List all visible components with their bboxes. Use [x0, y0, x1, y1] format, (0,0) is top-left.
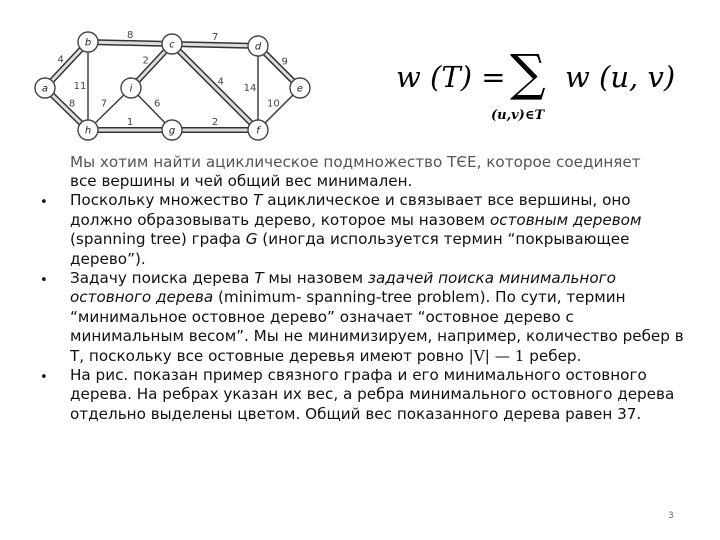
text-fragment: Т	[254, 269, 264, 288]
vertex-label-i: i	[129, 83, 133, 95]
slide-body	[40, 153, 690, 424]
vertex-label-h: h	[84, 125, 92, 137]
text-fragment: мы назовем	[263, 269, 368, 288]
formula-subscript: (u,v)∈T	[491, 108, 545, 123]
vertex-label-a: a	[41, 83, 49, 95]
edge-weight-c-f: 4	[217, 76, 224, 88]
edge-weight-f-g: 2	[211, 117, 219, 128]
bullet-paragraph-mst-problem	[40, 269, 690, 366]
text-fragment: (minimum- spanning-tree problem). По сути, термин “минимальное остовное дерево” означает “остовное дерево с минимальным весом”. Мы не минимизируем, например, количество ребер в Т, поскольку все остовные деревья имеют ровно	[70, 288, 684, 365]
edge-weight-g-h: 1	[126, 117, 134, 128]
edge-b-c	[88, 42, 172, 44]
text-fragment: (spanning tree) графа	[70, 230, 246, 249]
formula-lhs: w (T) =	[396, 60, 506, 94]
edge-weight-a-b: 4	[57, 54, 64, 66]
vertex-label-c: c	[169, 39, 175, 51]
text-fragment: ребер.	[524, 346, 582, 365]
vertex-label-g: g	[168, 125, 176, 137]
edge-weight-e-f: 10	[266, 98, 280, 110]
edge-weight-d-e: 9	[281, 56, 288, 68]
intro-second-line: все вершины и чей общий вес минимален.	[70, 172, 413, 190]
math-edge-count: |V| — 1	[468, 346, 525, 365]
graph-figure	[20, 20, 340, 150]
edge-weight-a-h: 8	[68, 98, 76, 110]
edge-weight-c-i: 2	[142, 55, 149, 67]
term-mst-problem: задачей поиска минимального остовного дерева	[70, 269, 616, 307]
intro-paragraph	[40, 153, 690, 191]
bullet-marker: •	[40, 195, 48, 211]
text-fragment: ациклическое и связывает все вершины, оно должно образовывать дерево, которое мы назовем	[70, 191, 631, 229]
bullet-paragraph-figure-note	[40, 366, 690, 424]
text-fragment: На рис. показан пример связного графа и его минимального остовного дерева. На ребрах указан их вес, а ребра минимального остовного дерева отдельно выделены цветом. Общий вес показанного дерева равен 37.	[70, 366, 675, 423]
edge-weight-d-f: 14	[243, 83, 257, 94]
edge-c-d	[172, 44, 258, 46]
vertex-label-b: b	[84, 37, 92, 49]
intro-first-line: Мы хотим найти ациклическое подмножество TЄE, которое соединяет	[70, 153, 641, 171]
edge-weight-b-c: 8	[127, 30, 134, 42]
edge-weight-c-d: 7	[211, 32, 219, 44]
page-number: 3	[668, 511, 674, 521]
edge-weight-h-i: 7	[100, 98, 108, 110]
text-fragment: T	[253, 191, 263, 210]
bullet-paragraph-spanning-tree	[40, 191, 690, 269]
text-fragment: Поскольку множество	[70, 191, 254, 210]
text-fragment: G	[245, 230, 258, 249]
term-spanning-tree: остовным деревом	[489, 210, 642, 229]
bullet-marker: •	[40, 273, 48, 289]
text-fragment: Задачу поиска дерева	[70, 269, 255, 288]
bullet-marker: •	[40, 370, 48, 386]
formula-sigma: ∑	[510, 44, 546, 102]
vertex-label-e: e	[296, 83, 304, 95]
vertex-label-f: f	[256, 125, 260, 137]
vertex-label-d: d	[254, 41, 262, 53]
text-fragment: (иногда используется термин “покрывающее дерево”).	[70, 230, 630, 268]
weight-formula	[390, 44, 690, 138]
edge-weight-g-i: 6	[154, 98, 161, 110]
formula-rhs: w (u, v)	[565, 60, 676, 94]
edge-weight-b-h: 11	[73, 81, 87, 92]
